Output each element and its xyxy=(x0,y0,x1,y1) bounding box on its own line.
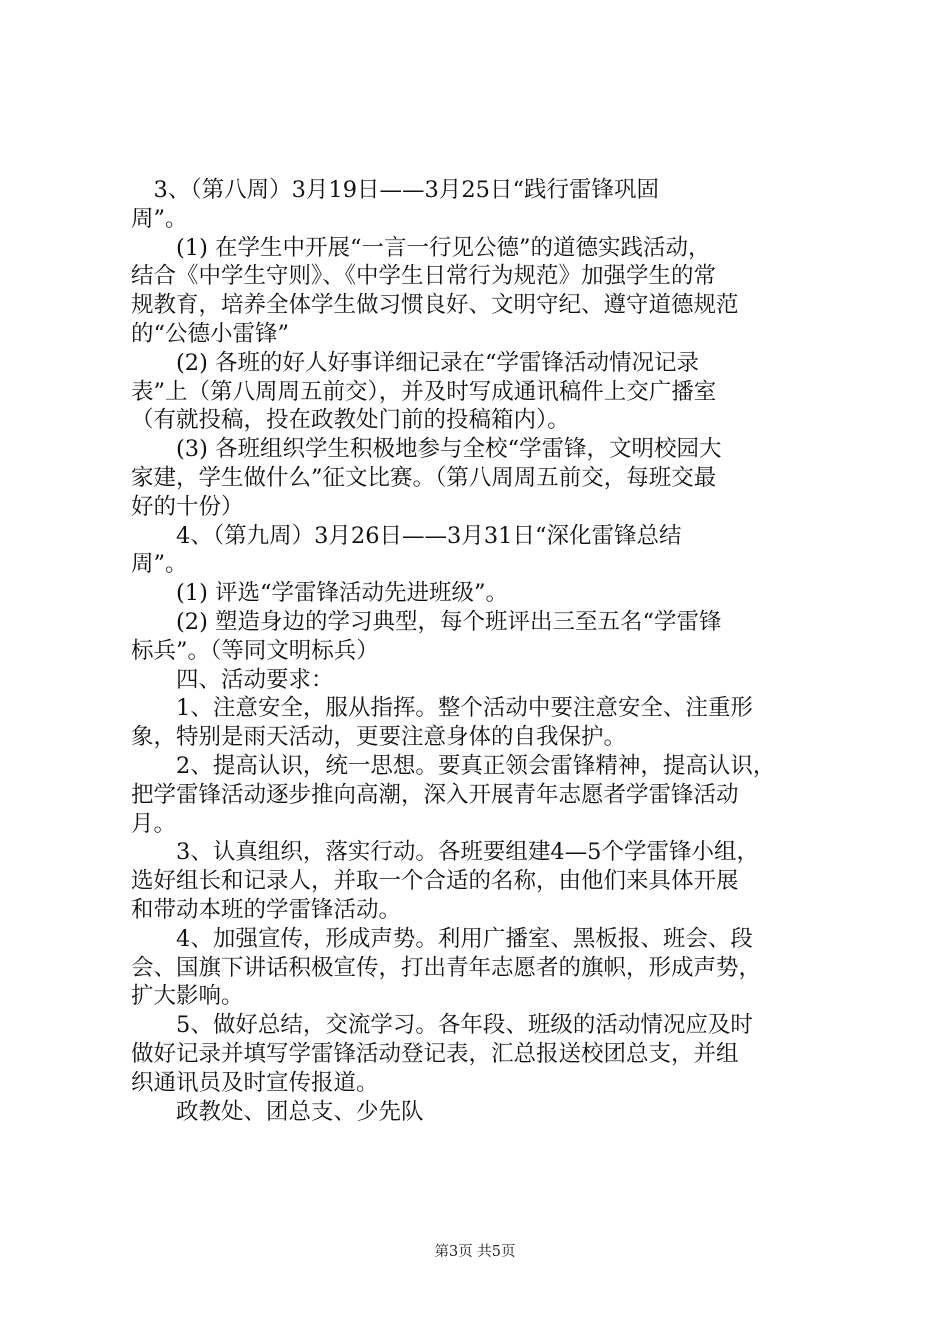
text-line: 规教育，培养全体学生做习惯良好、文明守纪、遵守道德规范 xyxy=(131,292,739,319)
text-line: 标兵”。（等同文明标兵） xyxy=(131,637,379,664)
text-line: 周”。 xyxy=(131,551,188,578)
text-line: 1、注意安全，服从指挥。整个活动中要注意安全、注重形 xyxy=(131,695,753,722)
text-line: 四、活动要求： xyxy=(131,666,334,693)
text-line: （有就投稿，投在政教处门前的投稿箱内）。 xyxy=(131,407,570,434)
text-line: 5、做好总结，交流学习。各年段、班级的活动情况应及时 xyxy=(131,1012,753,1039)
text-line: 做好记录并填写学雷锋活动登记表，汇总报送校团总支，并组 xyxy=(131,1040,739,1067)
text-line: 政教处、团总支、少先队 xyxy=(131,1098,424,1125)
text-line: 表”上（第八周周五前交），并及时写成通讯稿件上交广播室 xyxy=(131,378,717,405)
text-line: (2) 塑造身边的学习典型，每个班评出三至五名“学雷锋 xyxy=(131,608,722,635)
text-line: (1) 在学生中开展“一言一行见公德”的道德实践活动， xyxy=(131,234,711,261)
text-line: 3、认真组织，落实行动。各班要组建4—5个学雷锋小组， xyxy=(131,839,759,866)
text-line: 扩大影响。 xyxy=(131,983,244,1010)
page-footer: 第3页 共5页 xyxy=(434,1244,516,1260)
text-line: 织通讯员及时宣传报道。 xyxy=(131,1069,379,1096)
text-line: 会、国旗下讲话积极宣传，打出青年志愿者的旗帜，形成声势， xyxy=(131,954,762,981)
text-line: 好的十份） xyxy=(131,493,244,520)
text-line: (2) 各班的好人好事详细记录在“学雷锋活动情况记录 xyxy=(131,349,700,376)
text-line: 月。 xyxy=(131,810,177,837)
text-line: 和带动本班的学雷锋活动。 xyxy=(131,896,402,923)
text-line: 选好组长和记录人，并取一个合适的名称，由他们来具体开展 xyxy=(131,868,739,895)
text-line: 2、提高认识，统一思想。要真正领会雷锋精神，提高认识， xyxy=(131,752,776,779)
text-line: 4、加强宣传，形成声势。利用广播室、黑板报、班会、段 xyxy=(131,925,753,952)
text-line: 把学雷锋活动逐步推向高潮，深入开展青年志愿者学雷锋活动 xyxy=(131,781,739,808)
text-line: 的“公德小雷锋” xyxy=(131,320,290,347)
text-line: 家建，学生做什么”征文比赛。（第八周周五前交，每班交最 xyxy=(131,464,717,491)
text-line: 周”。 xyxy=(131,205,188,232)
document-body xyxy=(131,176,831,1126)
text-line: 3、（第八周）3月19日——3月25日“践行雷锋巩固 xyxy=(131,177,659,203)
text-line: 4、（第九周）3月26日——3月31日“深化雷锋总结 xyxy=(131,522,682,549)
text-line: 结合《中学生守则》、《中学生日常行为规范》加强学生的常 xyxy=(131,263,717,290)
text-line: 象，特别是雨天活动，更要注意身体的自我保护。 xyxy=(131,724,627,751)
text-line: (3) 各班组织学生积极地参与全校“学雷锋，文明校园大 xyxy=(131,436,722,463)
text-line: (1) 评选“学雷锋活动先进班级”。 xyxy=(131,580,509,607)
